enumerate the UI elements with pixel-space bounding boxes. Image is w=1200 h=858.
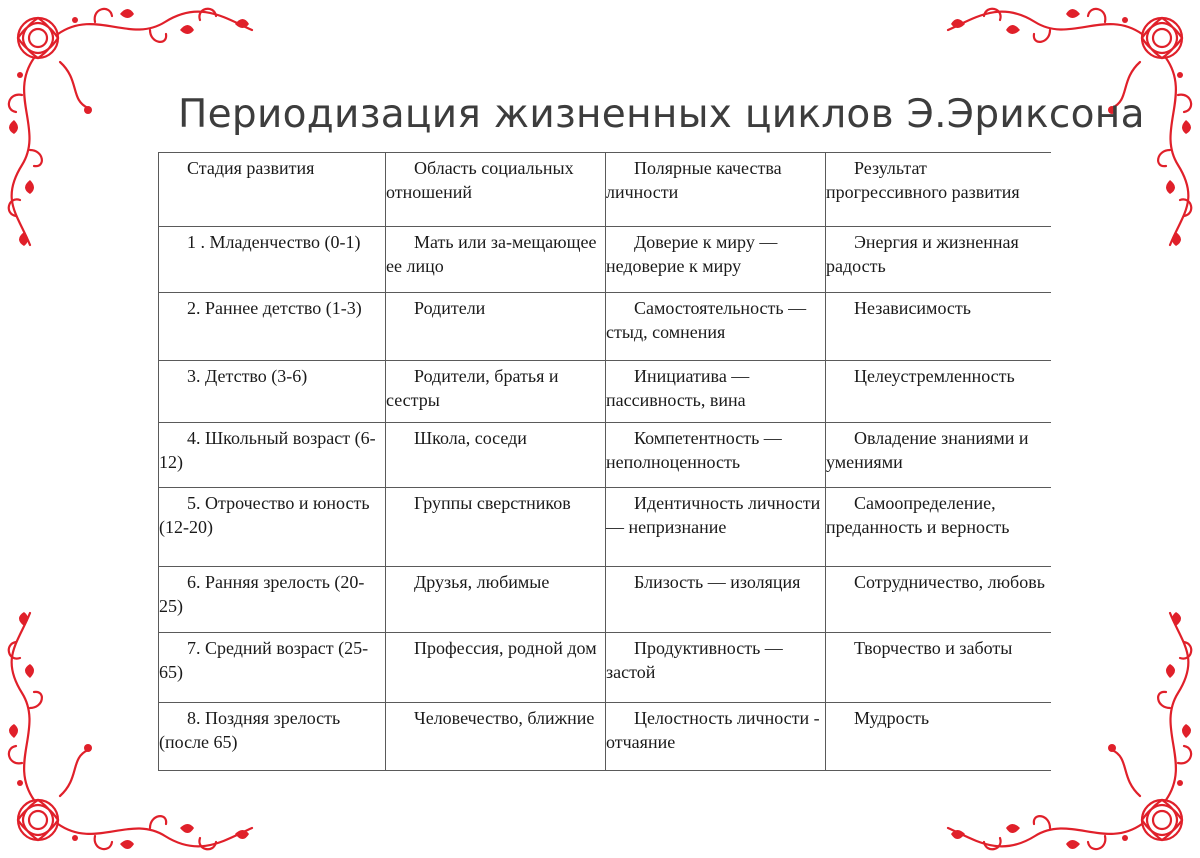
stage-cell: 3. Детство (3-6)	[159, 361, 386, 423]
qualities-cell: Доверие к миру — недоверие к миру	[606, 227, 826, 293]
result-cell: Самоопределение, преданность и верность	[826, 488, 1051, 567]
relations-cell: Родители, братья и сестры	[386, 361, 606, 423]
header-cell: Стадия развития	[159, 153, 386, 227]
qualities-cell: Инициатива — пассивность, вина	[606, 361, 826, 423]
table-row	[159, 567, 1051, 633]
result-cell: Мудрость	[826, 703, 1051, 771]
table-header-row	[159, 153, 1051, 227]
stage-cell: 7. Средний возраст (25-65)	[159, 633, 386, 703]
table-row	[159, 361, 1051, 423]
stage-cell: 6. Ранняя зрелость (20-25)	[159, 567, 386, 633]
result-cell: Сотрудничество, любовь	[826, 567, 1051, 633]
table-row	[159, 227, 1051, 293]
qualities-cell: Целостность личности - отчаяние	[606, 703, 826, 771]
relations-cell: Профессия, родной дом	[386, 633, 606, 703]
stage-cell: 5. Отрочество и юность (12-20)	[159, 488, 386, 567]
header-cell: Область социальных отношений	[386, 153, 606, 227]
qualities-cell: Самостоятельность — стыд, сомнения	[606, 293, 826, 361]
relations-cell: Мать или за-мещающее ее лицо	[386, 227, 606, 293]
table-row	[159, 633, 1051, 703]
relations-cell: Друзья, любимые	[386, 567, 606, 633]
relations-cell: Человечество, ближние	[386, 703, 606, 771]
result-cell: Целеустремленность	[826, 361, 1051, 423]
relations-cell: Родители	[386, 293, 606, 361]
table-row	[159, 488, 1051, 567]
result-cell: Овладение знаниями и умениями	[826, 423, 1051, 488]
result-cell: Творчество и заботы	[826, 633, 1051, 703]
qualities-cell: Близость — изоляция	[606, 567, 826, 633]
result-cell: Независимость	[826, 293, 1051, 361]
relations-cell: Школа, соседи	[386, 423, 606, 488]
table-row	[159, 293, 1051, 361]
table-row	[159, 423, 1051, 488]
stage-cell: 8. Поздняя зрелость (после 65)	[159, 703, 386, 771]
qualities-cell: Продуктивность — застой	[606, 633, 826, 703]
table-row	[159, 703, 1051, 771]
erikson-stages-table	[158, 152, 1051, 771]
stage-cell: 2. Раннее детство (1-3)	[159, 293, 386, 361]
qualities-cell: Компетентность — неполноценность	[606, 423, 826, 488]
header-cell: Полярные качества личности	[606, 153, 826, 227]
relations-cell: Группы сверстников	[386, 488, 606, 567]
header-cell: Результат прогрессивного развития	[826, 153, 1051, 227]
result-cell: Энергия и жизненная радость	[826, 227, 1051, 293]
stage-cell: 1 . Младенчество (0-1)	[159, 227, 386, 293]
page-title: Периодизация жизненных циклов Э.Эриксона	[178, 92, 1145, 137]
qualities-cell: Идентичность личности — непризнание	[606, 488, 826, 567]
stage-cell: 4. Школьный возраст (6-12)	[159, 423, 386, 488]
